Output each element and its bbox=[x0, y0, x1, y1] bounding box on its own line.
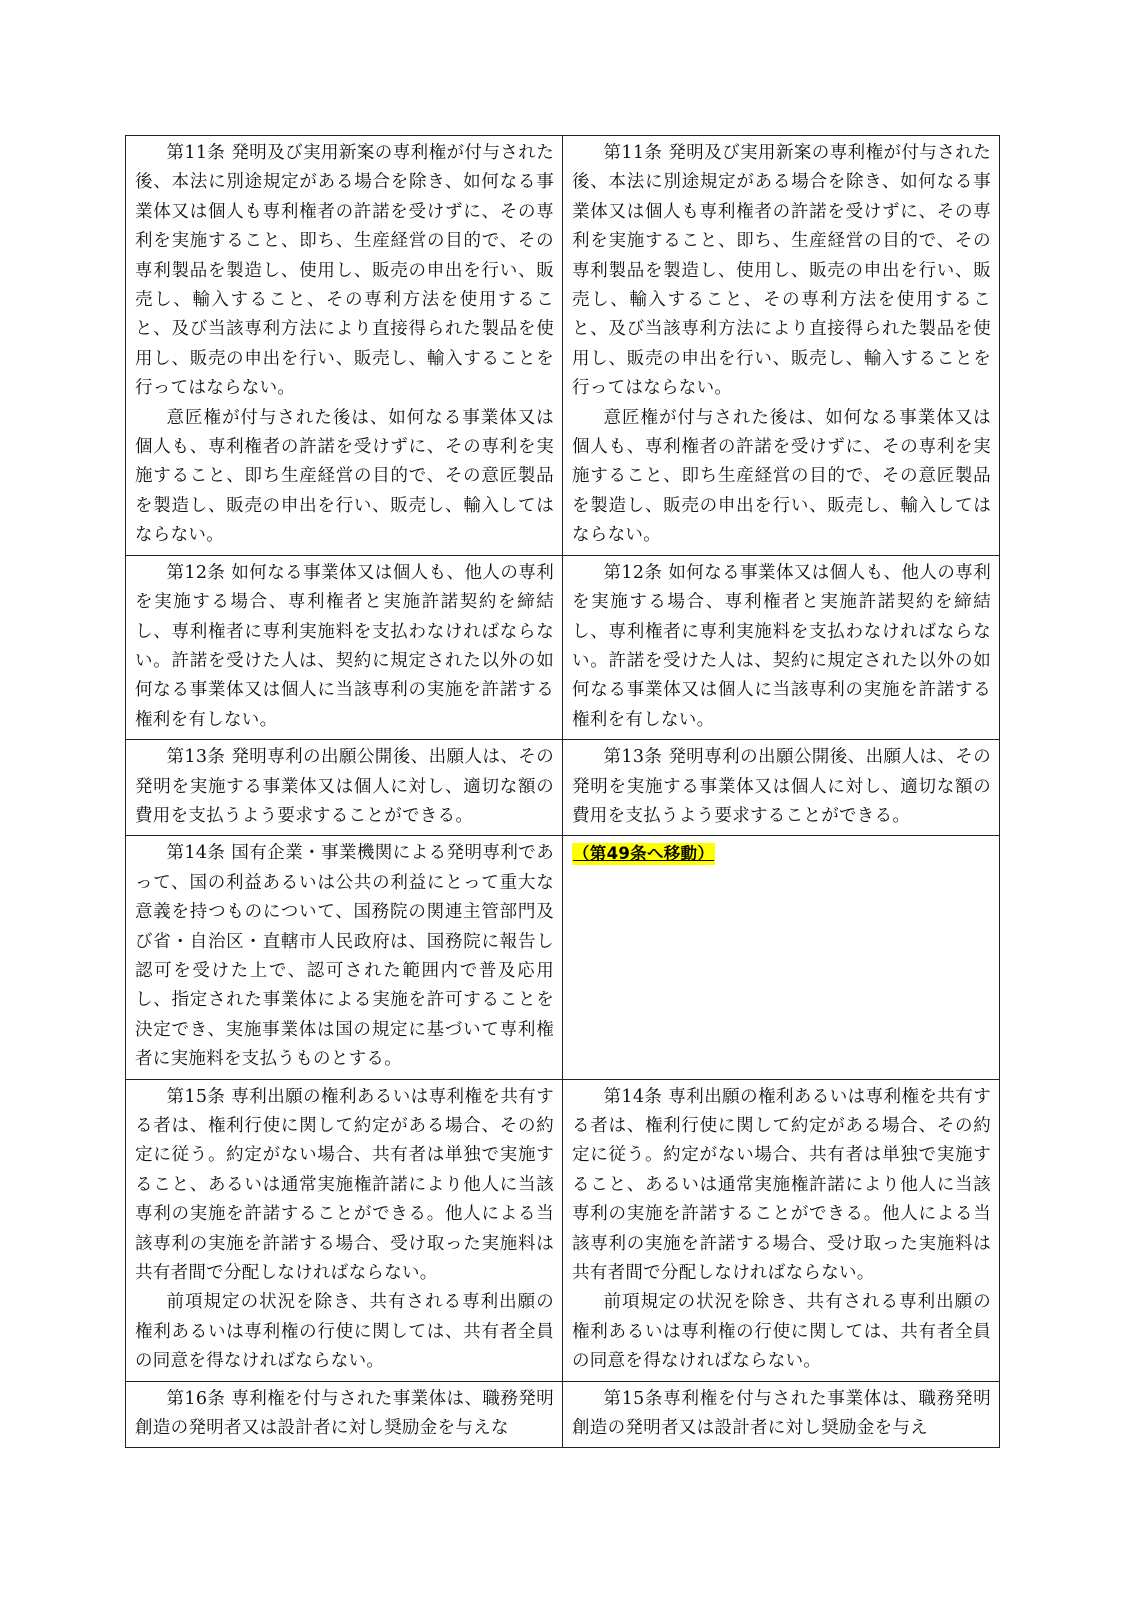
right-cell-art13 bbox=[563, 740, 1000, 836]
left-cell-art13 bbox=[126, 740, 563, 836]
table-row bbox=[126, 836, 1000, 1079]
left-cell-art15 bbox=[126, 1079, 563, 1381]
paragraph: 第11条 発明及び実用新案の専利権が付与された後、本法に別途規定がある場合を除き、如何なる事業体又は個人も専利権者の許諾を受けずに、その専利を実施すること、即ち、生産経営の目的で、その専利製品を製造し、使用し、販売の申出を行い、販売し、輸入すること、その専利方法を使用すること、及び当該専利方法により直接得られた製品を使用し、販売の申出を行い、販売し、輸入することを行ってはならない。 bbox=[135, 143, 554, 399]
right-cell-art15 bbox=[563, 1381, 1000, 1448]
right-cell-art12 bbox=[563, 555, 1000, 739]
table-row bbox=[126, 740, 1000, 836]
right-cell-art14 bbox=[563, 1079, 1000, 1381]
table-row bbox=[126, 555, 1000, 739]
paragraph: 第13条 発明専利の出願公開後、出願人は、その発明を実施する事業体又は個人に対し、適切な額の費用を支払うよう要求することができる。 bbox=[572, 747, 991, 826]
right-cell-art11 bbox=[563, 136, 1000, 556]
left-cell-art12 bbox=[126, 555, 563, 739]
moved-to-article-49-note: （第49条へ移動） bbox=[573, 844, 715, 864]
paragraph: 前項規定の状況を除き、共有される専利出願の権利あるいは専利権の行使に関しては、共有者全員の同意を得なければならない。 bbox=[135, 1292, 554, 1372]
paragraph: 意匠権が付与された後は、如何なる事業体又は個人も、専利権者の許諾を受けずに、その専利を実施すること、即ち生産経営の目的で、その意匠製品を製造し、販売の申出を行い、販売し、輸入してはならない。 bbox=[135, 407, 554, 546]
article-comparison-table bbox=[125, 135, 1000, 1448]
paragraph: 第14条 国有企業・事業機関による発明専利であって、国の利益あるいは公共の利益にとって重大な意義を持つものについて、国務院の関連主管部門及び省・自治区・直轄市人民政府は、国務院に報告し認可を受けた上で、認可された範囲内で普及応用し、指定された事業体による実施を許可することを決定でき、実施事業体は国の規定に基づいて専利権者に実施料を支払うものとする。 bbox=[135, 843, 554, 1070]
table-row bbox=[126, 136, 1000, 556]
right-cell-moved-note bbox=[563, 836, 1000, 1079]
paragraph: 第13条 発明専利の出願公開後、出願人は、その発明を実施する事業体又は個人に対し、適切な額の費用を支払うよう要求することができる。 bbox=[135, 747, 554, 826]
left-cell-art14 bbox=[126, 836, 563, 1079]
paragraph: 意匠権が付与された後は、如何なる事業体又は個人も、専利権者の許諾を受けずに、その専利を実施すること、即ち生産経営の目的で、その意匠製品を製造し、販売の申出を行い、販売し、輸入してはならない。 bbox=[572, 407, 991, 546]
left-cell-art11 bbox=[126, 136, 563, 556]
paragraph: 第16条 専利権を付与された事業体は、職務発明創造の発明者又は設計者に対し奨励金を与えな bbox=[135, 1388, 554, 1439]
paragraph: 第15条専利権を付与された事業体は、職務発明創造の発明者又は設計者に対し奨励金を与え bbox=[572, 1388, 991, 1439]
paragraph: 第12条 如何なる事業体又は個人も、他人の専利を実施する場合、専利権者と実施許諾契約を締結し、専利権者に専利実施料を支払わなければならない。許諾を受けた人は、契約に規定された以外の如何なる事業体又は個人に当該専利の実施を許諾する権利を有しない。 bbox=[135, 562, 554, 730]
paragraph: 第15条 専利出願の権利あるいは専利権を共有する者は、権利行使に関して約定がある場合、その約定に従う。約定がない場合、共有者は単独で実施すること、あるいは通常実施権許諾により他人に当該専利の実施を許諾することができる。他人による当該専利の実施を許諾する場合、受け取った実施料は共有者間で分配しなければならない。 bbox=[135, 1086, 554, 1284]
paragraph: 第12条 如何なる事業体又は個人も、他人の専利を実施する場合、専利権者と実施許諾契約を締結し、専利権者に専利実施料を支払わなければならない。許諾を受けた人は、契約に規定された以外の如何なる事業体又は個人に当該専利の実施を許諾する権利を有しない。 bbox=[572, 562, 991, 730]
table-row bbox=[126, 1079, 1000, 1381]
left-cell-art16 bbox=[126, 1381, 563, 1448]
paragraph: 第11条 発明及び実用新案の専利権が付与された後、本法に別途規定がある場合を除き、如何なる事業体又は個人も専利権者の許諾を受けずに、その専利を実施すること、即ち、生産経営の目的で、その専利製品を製造し、使用し、販売の申出を行い、販売し、輸入すること、その専利方法を使用すること、及び当該専利方法により直接得られた製品を使用し、販売の申出を行い、販売し、輸入することを行ってはならない。 bbox=[572, 143, 991, 399]
paragraph: 第14条 専利出願の権利あるいは専利権を共有する者は、権利行使に関して約定がある場合、その約定に従う。約定がない場合、共有者は単独で実施すること、あるいは通常実施権許諾により他人に当該専利の実施を許諾することができる。他人による当該専利の実施を許諾する場合、受け取った実施料は共有者間で分配しなければならない。 bbox=[572, 1086, 991, 1284]
paragraph: 前項規定の状況を除き、共有される専利出願の権利あるいは専利権の行使に関しては、共有者全員の同意を得なければならない。 bbox=[572, 1292, 991, 1372]
table-row bbox=[126, 1381, 1000, 1448]
